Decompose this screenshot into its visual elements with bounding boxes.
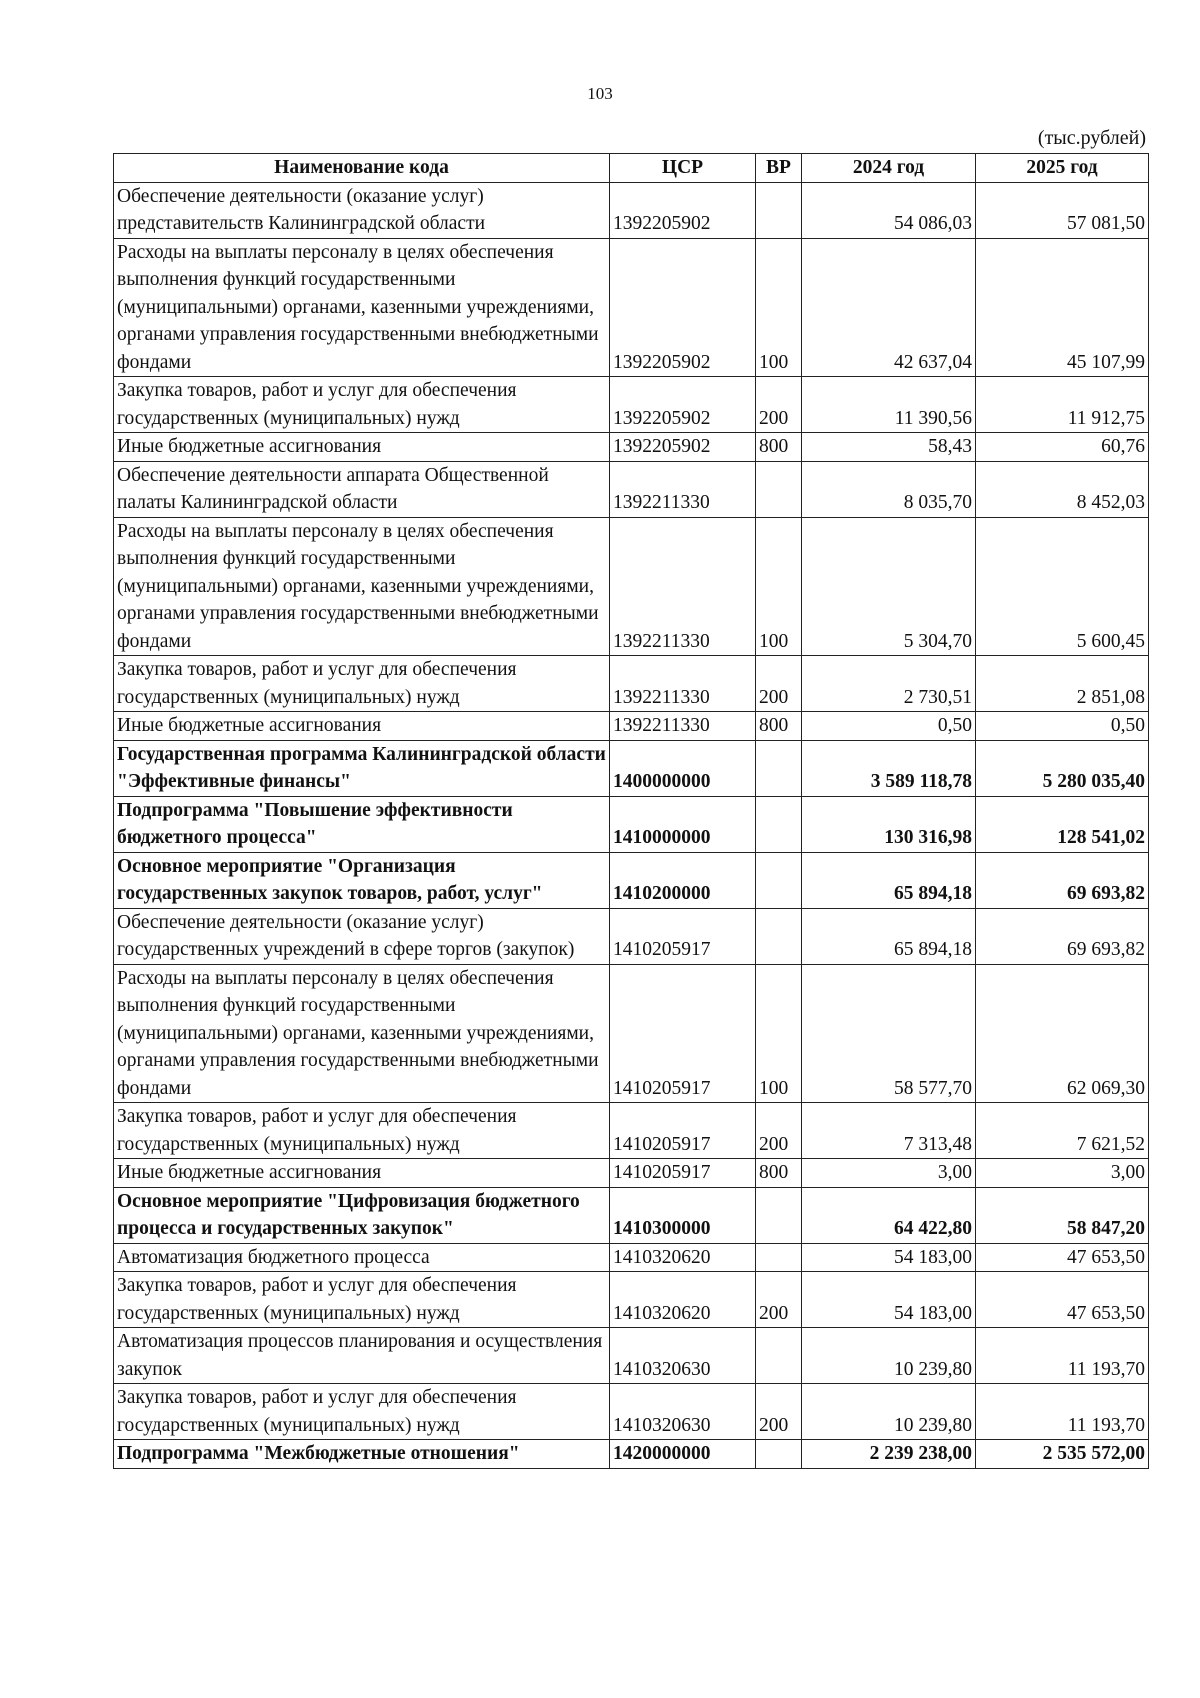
table-row [114,1159,1149,1188]
row-vr [756,182,802,238]
row-csr: 1410205917 [610,964,756,1103]
row-2025: 47 653,50 [976,1243,1149,1272]
row-vr [756,852,802,908]
row-name: Подпрограмма "Межбюджетные отношения" [114,1440,610,1469]
row-csr: 1420000000 [610,1440,756,1469]
row-2025: 47 653,50 [976,1272,1149,1328]
row-name: Основное мероприятие "Организация государственных закупок товаров, работ, услуг" [114,852,610,908]
row-2025: 69 693,82 [976,908,1149,964]
row-2024: 8 035,70 [802,461,976,517]
row-2024: 3,00 [802,1159,976,1188]
row-name: Закупка товаров, работ и услуг для обеспечения государственных (муниципальных) нужд [114,656,610,712]
row-2024: 7 313,48 [802,1103,976,1159]
row-2025: 0,50 [976,712,1149,741]
row-csr: 1410320630 [610,1384,756,1440]
row-name: Расходы на выплаты персоналу в целях обеспечения выполнения функций государственными (муниципальными) органами, казенными учреждениями, органами управления государственными внебюджетными фондами [114,517,610,656]
row-2024: 5 304,70 [802,517,976,656]
row-name: Расходы на выплаты персоналу в целях обеспечения выполнения функций государственными (муниципальными) органами, казенными учреждениями, органами управления государственными внебюджетными фондами [114,964,610,1103]
table-row [114,433,1149,462]
row-vr: 800 [756,433,802,462]
row-2025: 5 280 035,40 [976,740,1149,796]
row-2025: 5 600,45 [976,517,1149,656]
row-vr: 100 [756,238,802,377]
row-name: Основное мероприятие "Цифровизация бюджетного процесса и государственных закупок" [114,1187,610,1243]
row-vr: 800 [756,712,802,741]
row-csr: 1410300000 [610,1187,756,1243]
row-name: Закупка товаров, работ и услуг для обеспечения государственных (муниципальных) нужд [114,1384,610,1440]
row-vr [756,796,802,852]
row-csr: 1392205902 [610,238,756,377]
row-2025: 11 193,70 [976,1328,1149,1384]
row-name: Закупка товаров, работ и услуг для обеспечения государственных (муниципальных) нужд [114,1272,610,1328]
row-vr: 100 [756,964,802,1103]
row-name: Иные бюджетные ассигнования [114,433,610,462]
row-csr: 1392211330 [610,461,756,517]
row-vr [756,908,802,964]
row-csr: 1410000000 [610,796,756,852]
row-csr: 1392205902 [610,182,756,238]
row-vr: 100 [756,517,802,656]
row-2025: 8 452,03 [976,461,1149,517]
row-csr: 1392205902 [610,433,756,462]
row-2024: 58,43 [802,433,976,462]
row-name: Иные бюджетные ассигнования [114,712,610,741]
row-vr: 200 [756,1103,802,1159]
table-body [114,182,1149,1468]
row-vr: 200 [756,656,802,712]
table-row [114,1272,1149,1328]
row-2024: 54 183,00 [802,1243,976,1272]
row-2025: 60,76 [976,433,1149,462]
row-vr [756,740,802,796]
row-2025: 57 081,50 [976,182,1149,238]
row-2024: 42 637,04 [802,238,976,377]
row-name: Обеспечение деятельности (оказание услуг) представительств Калининградской области [114,182,610,238]
row-2024: 54 086,03 [802,182,976,238]
row-csr: 1410320630 [610,1328,756,1384]
row-name: Закупка товаров, работ и услуг для обеспечения государственных (муниципальных) нужд [114,377,610,433]
table-header-row [114,154,1149,183]
row-csr: 1410320620 [610,1243,756,1272]
row-name: Иные бюджетные ассигнования [114,1159,610,1188]
row-name: Обеспечение деятельности аппарата Общественной палаты Калининградской области [114,461,610,517]
row-csr: 1410205917 [610,1103,756,1159]
table-row [114,1328,1149,1384]
header-2025: 2025 год [976,154,1149,183]
table-row [114,1384,1149,1440]
row-vr [756,1243,802,1272]
header-csr: ЦСР [610,154,756,183]
row-name: Автоматизация бюджетного процесса [114,1243,610,1272]
header-name: Наименование кода [114,154,610,183]
table-row [114,1243,1149,1272]
row-csr: 1410320620 [610,1272,756,1328]
row-2024: 54 183,00 [802,1272,976,1328]
table-row [114,517,1149,656]
row-2025: 2 851,08 [976,656,1149,712]
table-row [114,712,1149,741]
row-vr [756,1440,802,1469]
row-2025: 58 847,20 [976,1187,1149,1243]
row-2025: 45 107,99 [976,238,1149,377]
row-2024: 10 239,80 [802,1328,976,1384]
row-csr: 1392211330 [610,656,756,712]
row-vr: 200 [756,1272,802,1328]
row-2025: 62 069,30 [976,964,1149,1103]
units-label: (тыс.рублей) [1037,127,1146,149]
table-row [114,656,1149,712]
table-row [114,964,1149,1103]
row-2025: 2 535 572,00 [976,1440,1149,1469]
row-2024: 2 730,51 [802,656,976,712]
row-2024: 0,50 [802,712,976,741]
row-vr [756,1187,802,1243]
row-csr: 1400000000 [610,740,756,796]
table-row [114,852,1149,908]
row-csr: 1410205917 [610,1159,756,1188]
row-name: Государственная программа Калининградской области "Эффективные финансы" [114,740,610,796]
table-row [114,796,1149,852]
row-name: Обеспечение деятельности (оказание услуг) государственных учреждений в сфере торгов (закупок) [114,908,610,964]
row-2024: 130 316,98 [802,796,976,852]
header-vr: ВР [756,154,802,183]
row-vr: 200 [756,1384,802,1440]
table-row [114,461,1149,517]
table-row [114,1440,1149,1469]
table-row [114,740,1149,796]
row-2024: 64 422,80 [802,1187,976,1243]
row-2025: 7 621,52 [976,1103,1149,1159]
row-vr [756,461,802,517]
header-2024: 2024 год [802,154,976,183]
row-2024: 11 390,56 [802,377,976,433]
table-row [114,1187,1149,1243]
row-2025: 11 912,75 [976,377,1149,433]
row-csr: 1392211330 [610,712,756,741]
row-name: Расходы на выплаты персоналу в целях обеспечения выполнения функций государственными (муниципальными) органами, казенными учреждениями, органами управления государственными внебюджетными фондами [114,238,610,377]
row-2025: 69 693,82 [976,852,1149,908]
row-csr: 1410200000 [610,852,756,908]
table-row [114,238,1149,377]
row-vr [756,1328,802,1384]
table-row [114,182,1149,238]
row-2025: 128 541,02 [976,796,1149,852]
row-csr: 1392205902 [610,377,756,433]
table-row [114,1103,1149,1159]
row-2024: 3 589 118,78 [802,740,976,796]
row-2024: 2 239 238,00 [802,1440,976,1469]
table-row [114,908,1149,964]
row-2024: 10 239,80 [802,1384,976,1440]
table-row [114,377,1149,433]
row-name: Закупка товаров, работ и услуг для обеспечения государственных (муниципальных) нужд [114,1103,610,1159]
row-2024: 58 577,70 [802,964,976,1103]
row-csr: 1410205917 [610,908,756,964]
row-name: Подпрограмма "Повышение эффективности бюджетного процесса" [114,796,610,852]
budget-table [113,153,1149,1469]
page-number: 103 [587,84,613,103]
row-2024: 65 894,18 [802,908,976,964]
row-2025: 3,00 [976,1159,1149,1188]
row-2024: 65 894,18 [802,852,976,908]
row-2025: 11 193,70 [976,1384,1149,1440]
row-vr: 800 [756,1159,802,1188]
row-name: Автоматизация процессов планирования и осуществления закупок [114,1328,610,1384]
row-vr: 200 [756,377,802,433]
row-csr: 1392211330 [610,517,756,656]
